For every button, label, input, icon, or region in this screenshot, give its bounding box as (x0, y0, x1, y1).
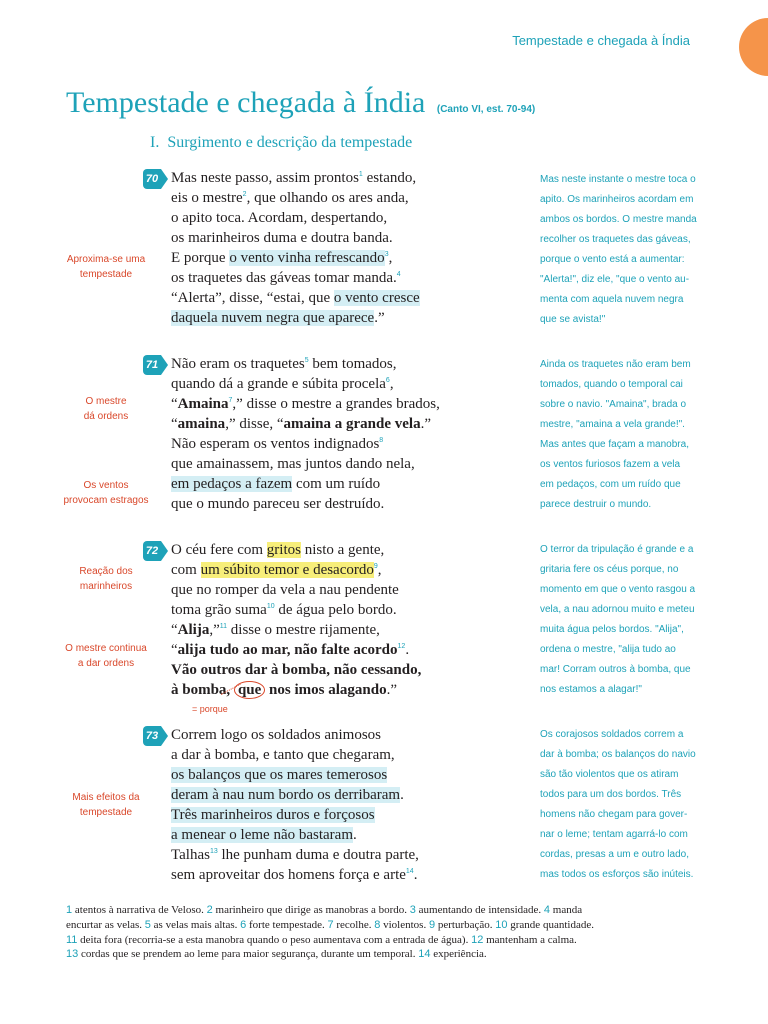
footnote-line (66, 918, 656, 933)
verse-line (171, 228, 491, 248)
footnote-number: 5 (144, 918, 151, 931)
paraphrase-line: sobre o navio. "Amaina", brada o (540, 399, 687, 410)
margin-note: O mestre continua a dar ordens (65, 643, 147, 669)
verse-text: Amaina (177, 396, 229, 412)
paraphrase-line: homens não chegam para gover- (540, 809, 688, 820)
margin-note: Aproxima-se uma tempestade (66, 254, 146, 280)
paraphrase-line: ambos os bordos. O mestre manda (540, 214, 697, 225)
verse-line (171, 660, 491, 680)
paraphrase-line: recolher os traquetes das gáveas, (540, 234, 691, 245)
verse-text: Não eram os traquetes (171, 356, 305, 372)
paraphrase-line: O terror da tripulação é grande e a (540, 544, 694, 555)
paraphrase-line: Mas antes que façam a manobra, (540, 439, 689, 450)
verse-line (171, 560, 491, 580)
footnote-line (66, 933, 656, 948)
footnote-number: 13 (66, 948, 79, 961)
verse-text: .” (420, 416, 432, 432)
section-number: I. (150, 134, 160, 151)
verse-text: os balanços que os mares temerosos (171, 767, 388, 783)
footnote-text: marinheiro que dirige as manobras a bordo. (212, 904, 410, 916)
footnote-text: deita fora (recorria-se a esta manobra quando o peso aumentava com a entrada de água). (77, 933, 472, 946)
verse-line (171, 434, 491, 454)
footnotes (66, 903, 656, 962)
verse-text: “ (171, 642, 178, 658)
footnote-ref: 12 (397, 643, 406, 650)
footnote-ref: 14 (405, 868, 414, 875)
paraphrase-line: nar o leme; tentam agarrá-lo com (540, 829, 688, 840)
paraphrase-line: momento em que o vento rasgou a (540, 584, 696, 595)
verse-text: gritos (266, 542, 301, 558)
paraphrase-line: em pedaços, com um ruído que (540, 479, 681, 490)
corner-decoration (739, 18, 768, 76)
gloss-note: = porque (192, 704, 228, 714)
paraphrase-line: todos para um dos bordos. Três (540, 789, 682, 800)
section-title: Surgimento e descrição da tempestade (167, 134, 413, 151)
verse-line (171, 354, 491, 374)
footnote-text: violentos. (380, 918, 429, 931)
paraphrase-line: apito. Os marinheiros acordam em (540, 194, 694, 205)
verse-text: a dar à bomba, e tanto que chegaram, (171, 747, 395, 763)
footnote-text: grande quantidade. (507, 918, 594, 931)
verse-text: o apito toca. Acordam, despertando, (171, 210, 388, 226)
verse-text: “ (171, 396, 178, 412)
stanza-text (171, 540, 491, 700)
circled-word: que (234, 681, 265, 699)
verse-text: ,” (209, 622, 220, 638)
verse-line (171, 374, 491, 394)
verse-line (171, 805, 491, 825)
verse-line (171, 494, 491, 514)
verse-text: E porque (171, 250, 230, 266)
paraphrase-line: mar! Corram outros à bomba, que (540, 664, 691, 675)
verse-text: que amainassem, mas juntos dando nela, (171, 456, 415, 472)
verse-text: .” (386, 682, 397, 698)
verse-line (171, 680, 491, 700)
verse-text: disse o mestre rijamente, (227, 622, 380, 638)
footnote-number: 8 (374, 918, 381, 931)
running-title: Tempestade e chegada à Índia (512, 33, 690, 48)
stanza-number: 71 (143, 355, 161, 375)
verse-line (171, 640, 491, 660)
footnote-number: 9 (428, 918, 436, 931)
title-main: Tempestade e chegada à Índia (66, 86, 426, 119)
footnote-ref: 3 (384, 251, 389, 258)
stanza-text (171, 168, 491, 328)
verse-line (171, 248, 491, 268)
verse-line (171, 168, 491, 188)
verse-line (171, 474, 491, 494)
verse-text: “ (171, 416, 178, 432)
stanza-number: 73 (143, 726, 161, 746)
verse-text: Alija (177, 622, 210, 638)
footnote-ref: 10 (266, 603, 275, 610)
verse-text: daquela nuvem negra que aparece (171, 310, 375, 326)
footnote-number: 10 (495, 918, 508, 931)
verse-text: , (388, 250, 393, 266)
verse-line (171, 580, 491, 600)
footnote-number: 7 (327, 918, 334, 931)
footnote-number: 2 (206, 904, 213, 916)
footnote-ref: 6 (385, 377, 390, 384)
footnote-number: 11 (66, 933, 78, 946)
margin-note: O mestre dá ordens (83, 396, 129, 422)
verse-text: o vento cresce (333, 290, 420, 306)
paraphrase-line: parece destruir o mundo. (540, 499, 652, 510)
footnote-ref: 7 (228, 397, 233, 404)
footnote-line (66, 903, 656, 918)
paraphrase-line: tomados, quando o temporal cai (540, 379, 683, 390)
paraphrase-line: Os corajosos soldados correm a (540, 729, 684, 740)
paraphrase-line: nos estamos a alagar!" (540, 684, 642, 695)
footnote-number: 3 (409, 904, 416, 916)
footnote-ref: 9 (373, 563, 378, 570)
footnote-number: 12 (471, 933, 484, 946)
verse-line (171, 845, 491, 865)
verse-text: que no romper da vela a nau pendente (171, 582, 399, 598)
verse-text: Vão outros dar à bomba, não cessando, (171, 662, 422, 678)
verse-text: alija tudo ao mar, não falte acordo (177, 642, 398, 658)
paraphrase-line: cordas, presas a um e outro lado, (540, 849, 689, 860)
footnote-text: encurtar as velas. (66, 918, 145, 931)
footnote-text: mantenham a calma. (483, 933, 577, 946)
paraphrase-line: muita água pelos bordos. "Alija", (540, 624, 684, 635)
verse-text: à bomba, (171, 682, 234, 698)
paraphrase-line: mas todos os esforços são inúteis. (540, 869, 694, 880)
paraphrase (540, 540, 700, 700)
verse-text: os traquetes das gáveas tomar manda. (171, 270, 397, 286)
title-reference: (Canto VI, est. 70-94) (436, 104, 536, 115)
footnote-text: atentos à narrativa de Veloso. (72, 904, 207, 916)
paraphrase-line: Ainda os traquetes não eram bem (540, 359, 691, 370)
verse-line (171, 308, 491, 328)
paraphrase (540, 355, 700, 515)
verse-text: os marinheiros duma e doutra banda. (171, 230, 393, 246)
paraphrase-line: gritaria fere os céus porque, no (540, 564, 679, 575)
verse-text: , (389, 376, 394, 392)
verse-text: ,” disse o mestre a grandes brados, (232, 396, 440, 412)
verse-text: , (377, 562, 382, 578)
paraphrase-line: dar à bomba; os balanços do navio (540, 749, 696, 760)
verse-text: Não esperam os ventos indignados (171, 436, 380, 452)
footnote-ref: 5 (304, 357, 309, 364)
verse-text: . (400, 787, 404, 803)
footnote-text: cordas que se prendem ao leme para maior segurança, durante um temporal. (78, 948, 419, 961)
verse-line (171, 765, 491, 785)
stanza-text (171, 725, 491, 885)
paraphrase-line: mestre, "amaina a vela grande!". (540, 419, 685, 430)
paraphrase-line: "Alerta!", diz ele, "que o vento au- (540, 274, 690, 285)
footnote-ref: 11 (219, 623, 228, 630)
verse-line (171, 394, 491, 414)
verse-line (171, 865, 491, 885)
verse-line (171, 454, 491, 474)
paraphrase-line: que se avista!" (540, 314, 606, 325)
footnote-text: experiência. (430, 948, 487, 961)
verse-text: com (171, 562, 201, 578)
verse-text: com um ruído (292, 476, 381, 492)
footnote-text: perturbação. (435, 918, 496, 931)
verse-line (171, 268, 491, 288)
verse-text: “ (171, 622, 178, 638)
footnote-ref: 4 (396, 271, 401, 278)
stanza-number: 70 (143, 169, 161, 189)
stanza-text (171, 354, 491, 514)
verse-text: Correm logo os soldados animosos (171, 727, 381, 743)
verse-text: Três marinheiros duros e forçosos (171, 807, 375, 823)
section-heading (150, 134, 412, 152)
verse-text: amaina (177, 416, 226, 432)
verse-line (171, 414, 491, 434)
footnote-number: 14 (418, 948, 431, 961)
verse-text: Mas neste passo, assim prontos (171, 170, 359, 186)
footnote-ref: 1 (358, 171, 363, 178)
footnote-ref: 2 (242, 191, 247, 198)
footnote-number: 6 (240, 918, 247, 931)
footnote-number: 1 (66, 904, 73, 916)
paraphrase-line: Mas neste instante o mestre toca o (540, 174, 696, 185)
verse-line (171, 288, 491, 308)
verse-text: sem aproveitar dos homens força e arte (171, 867, 406, 883)
verse-text: eis o mestre (171, 190, 243, 206)
verse-text: toma grão suma (171, 602, 267, 618)
verse-text: um súbito temor e desacordo (200, 562, 374, 578)
verse-text: bem tomados, (308, 356, 397, 372)
verse-text: nisto a gente, (300, 542, 385, 558)
footnote-text: manda (550, 904, 583, 916)
verse-line (171, 825, 491, 845)
margin-note: Reação dos marinheiros (79, 566, 133, 592)
footnote-text: forte tempestade. (246, 918, 328, 931)
verse-text: O céu fere com (171, 542, 267, 558)
verse-text: em pedaços a fazem (171, 476, 293, 492)
verse-line (171, 620, 491, 640)
footnote-text: as velas mais altas. (150, 918, 241, 931)
paraphrase-line: são tão violentos que os atiram (540, 769, 679, 780)
verse-text: amaina a grande vela (283, 416, 421, 432)
verse-text: lhe punham duma e doutra parte, (217, 847, 419, 863)
verse-text: .” (374, 310, 385, 326)
paraphrase-line: ordena o mestre, "alija tudo ao (540, 644, 676, 655)
margin-note: Mais efeitos da tempestade (72, 792, 140, 818)
verse-line (171, 600, 491, 620)
verse-text: estando, (362, 170, 417, 186)
verse-text: Talhas (171, 847, 210, 863)
verse-text: deram à nau num bordo os derribaram (171, 787, 401, 803)
page-title (66, 86, 535, 120)
verse-text: . (413, 867, 418, 883)
verse-text: , que olhando os ares anda, (246, 190, 409, 206)
paraphrase-line: vela, a nau adornou muito e meteu (540, 604, 695, 615)
verse-text: . (405, 642, 410, 658)
verse-text: quando dá a grande e súbita procela (171, 376, 386, 392)
verse-line (171, 188, 491, 208)
footnote-number: 4 (543, 904, 551, 916)
paraphrase (540, 725, 700, 885)
footnote-line (66, 947, 656, 962)
paraphrase-line: menta com aquela nuvem negra (540, 294, 684, 305)
verse-text: o vento vinha refrescando (229, 250, 385, 266)
verse-text: nos imos alagando (265, 682, 387, 698)
verse-text: “Alerta”, disse, “estai, que (171, 290, 334, 306)
verse-line (171, 745, 491, 765)
footnote-text: recolhe. (333, 918, 375, 931)
verse-line (171, 725, 491, 745)
verse-line (171, 785, 491, 805)
verse-text: a menear o leme não bastaram (171, 827, 353, 843)
verse-text: ,” disse, “ (225, 416, 284, 432)
footnote-ref: 8 (379, 437, 384, 444)
footnote-text: aumentando de intensidade. (415, 904, 544, 916)
verse-text: de água pelo bordo. (274, 602, 397, 618)
verse-text: que o mundo pareceu ser destruído. (171, 496, 385, 512)
verse-line (171, 208, 491, 228)
margin-note: Os ventos provocam estragos (63, 480, 149, 506)
stanza-number: 72 (143, 541, 161, 561)
paraphrase (540, 170, 700, 330)
paraphrase-line: porque o vento está a aumentar: (540, 254, 685, 265)
verse-text: . (353, 827, 357, 843)
verse-line (171, 540, 491, 560)
footnote-ref: 13 (209, 848, 218, 855)
paraphrase-line: os ventos furiosos fazem a vela (540, 459, 681, 470)
